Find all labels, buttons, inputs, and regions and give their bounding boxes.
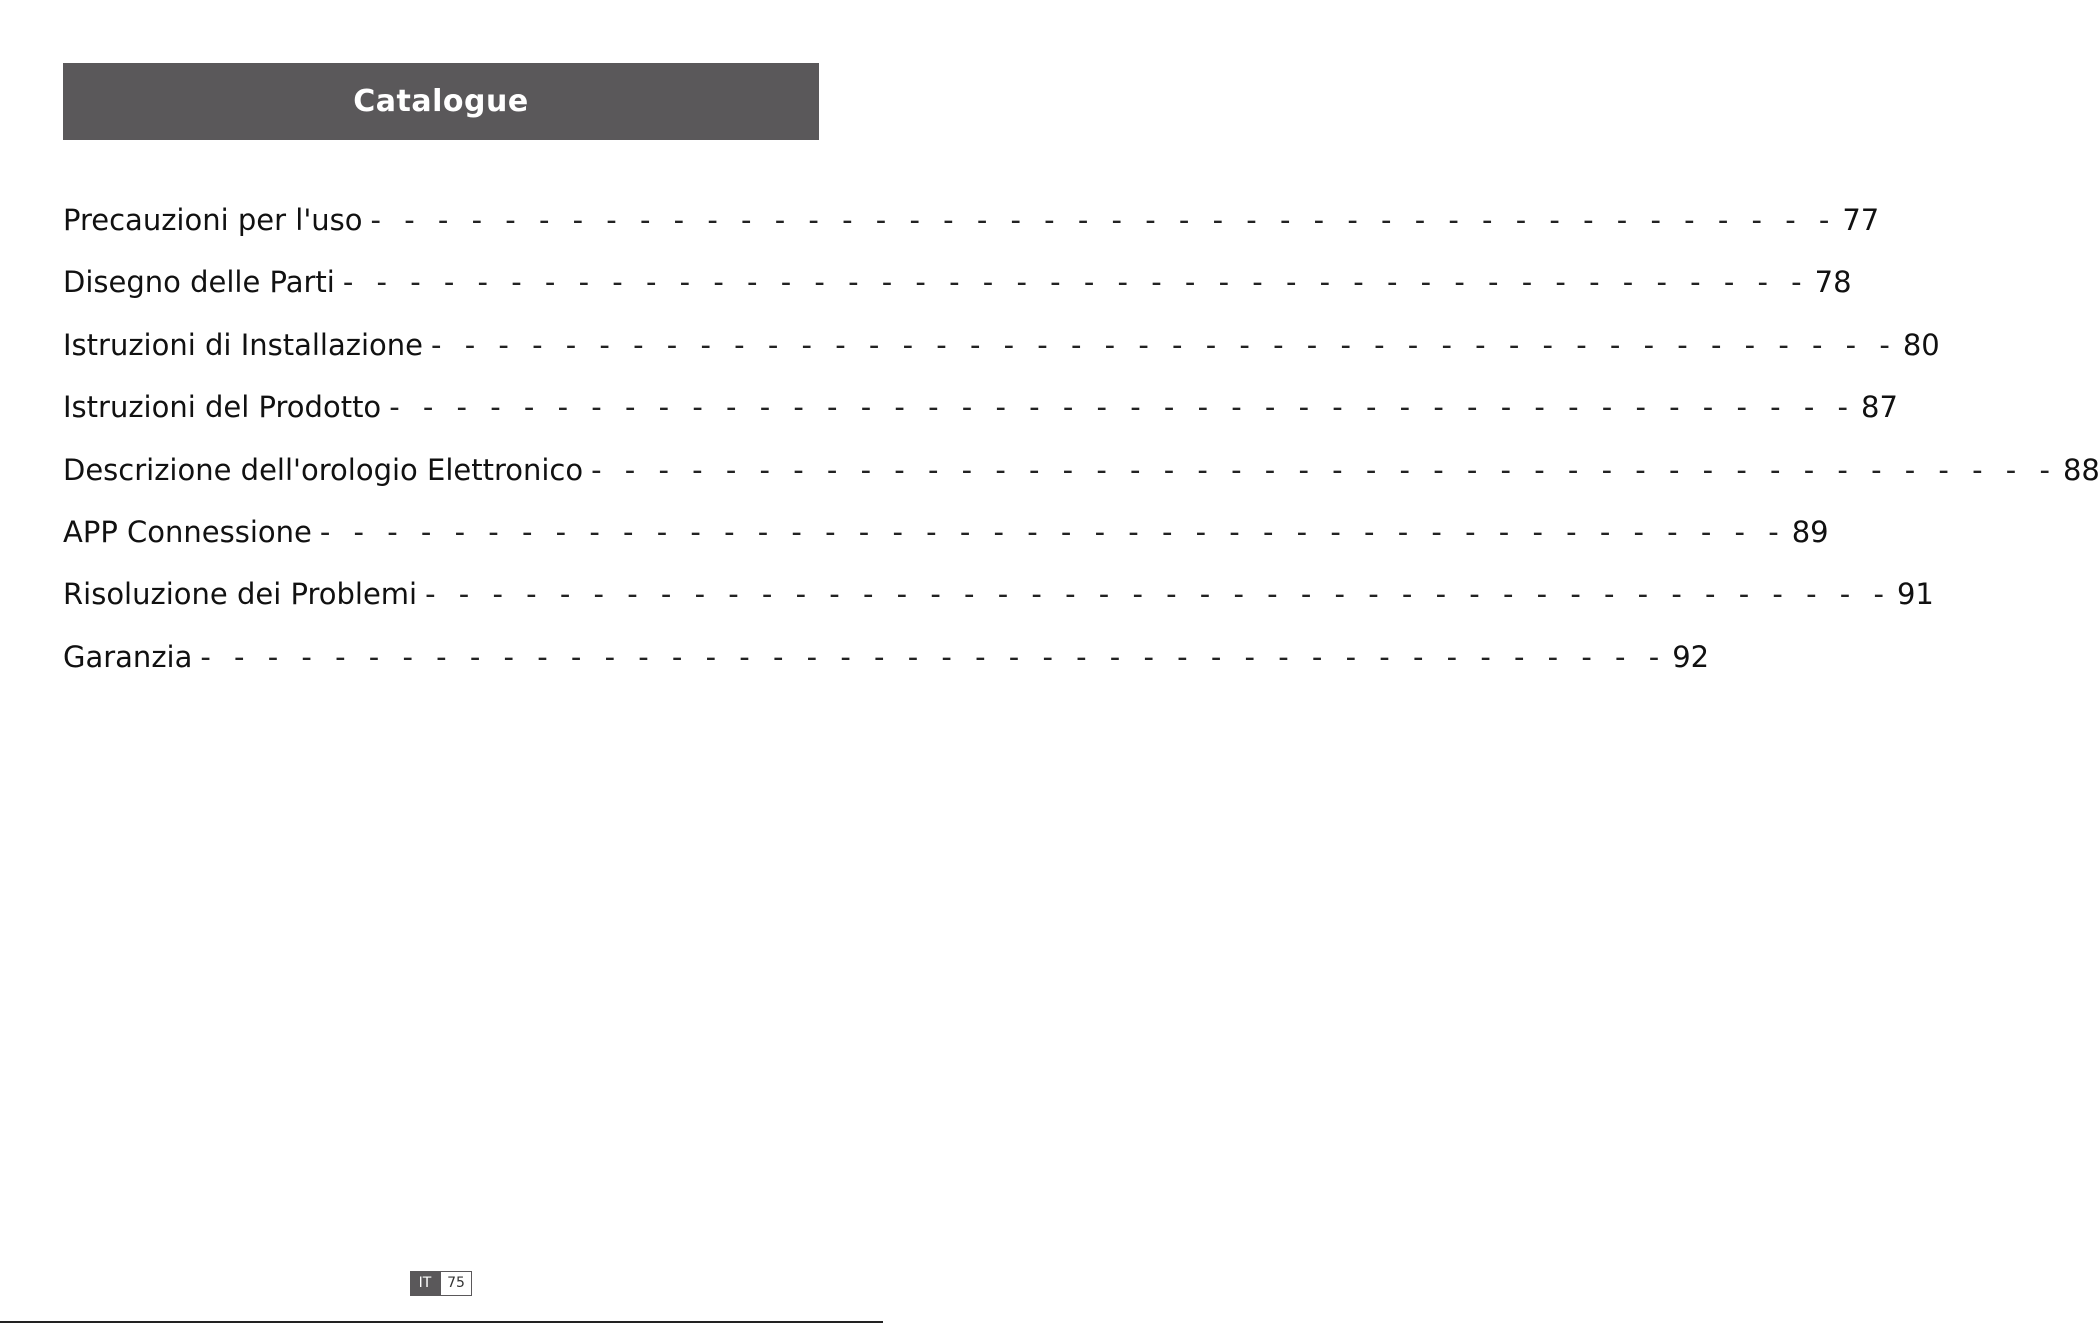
page-number: 75 (440, 1271, 472, 1296)
language-tag: IT (410, 1271, 440, 1296)
toc-item-app-connessione[interactable] (63, 508, 1829, 570)
toc-item-title: Precauzioni per l'uso (63, 203, 363, 237)
toc-page-number: 77 (1842, 203, 1880, 237)
table-of-contents (63, 196, 2100, 695)
toc-page-number: 87 (1861, 390, 1898, 425)
page-footer-badge (410, 1271, 472, 1296)
toc-dot-leader: - - - - - - - - - - - - - - - - - - - - - - - - - - - - - - - - - - - - - - - - - - - - (389, 390, 1856, 425)
catalogue-header (63, 63, 819, 140)
bottom-divider (0, 1321, 883, 1323)
toc-dot-leader: - - - - - - - - - - - - - - - - - - - - - - - - - - - - - - - - - - - - - - - - - - - - (319, 514, 1786, 549)
toc-item-title: Risoluzione dei Problemi (63, 577, 418, 612)
toc-item-orologio[interactable] (63, 446, 2100, 508)
toc-dot-leader: - - - - - - - - - - - - - - - - - - - - - - - - - - - - - - - - - - - - - - - - - - - - (425, 577, 1891, 612)
toc-item-title: Istruzioni di Installazione (63, 327, 424, 362)
toc-dot-leader: - - - - - - - - - - - - - - - - - - - - - - - - - - - - - - - - - - - - - - - - - - - - (591, 452, 2057, 487)
toc-item-risoluzione[interactable] (63, 570, 1934, 632)
toc-dot-leader: - - - - - - - - - - - - - - - - - - - - - - - - - - - - - - - - - - - - - - - - - - - - (370, 203, 1837, 237)
toc-item-title: Descrizione dell'orologio Elettronico (63, 452, 584, 487)
toc-page-number: 78 (1814, 265, 1852, 300)
page-title: Catalogue (353, 84, 529, 119)
toc-page-number: 91 (1896, 577, 1934, 612)
toc-page-number: 80 (1902, 327, 1940, 362)
toc-item-title: Istruzioni del Prodotto (63, 390, 382, 425)
toc-page-number: 89 (1791, 514, 1829, 549)
toc-dot-leader: - - - - - - - - - - - - - - - - - - - - - - - - - - - - - - - - - - - - - - - - - - - - (342, 265, 1809, 300)
toc-item-title: Disegno delle Parti (63, 265, 335, 300)
toc-dot-leader: - - - - - - - - - - - - - - - - - - - - - - - - - - - - - - - - - - - - - - - - - - - - (431, 327, 1897, 362)
toc-page-number: 92 (1672, 639, 1710, 674)
toc-item-title: Garanzia (63, 639, 193, 674)
toc-item-prodotto[interactable] (63, 383, 1898, 445)
toc-dot-leader: - - - - - - - - - - - - - - - - - - - - - - - - - - - - - - - - - - - - - - - - - - - - (200, 639, 1667, 674)
toc-item-disegno[interactable] (63, 258, 1852, 320)
toc-item-precauzioni[interactable] (63, 196, 1880, 258)
toc-page-number: 88 (2062, 452, 2100, 487)
toc-item-garanzia[interactable] (63, 633, 1710, 695)
toc-item-installazione[interactable] (63, 321, 1940, 383)
toc-item-title: APP Connessione (63, 514, 312, 549)
